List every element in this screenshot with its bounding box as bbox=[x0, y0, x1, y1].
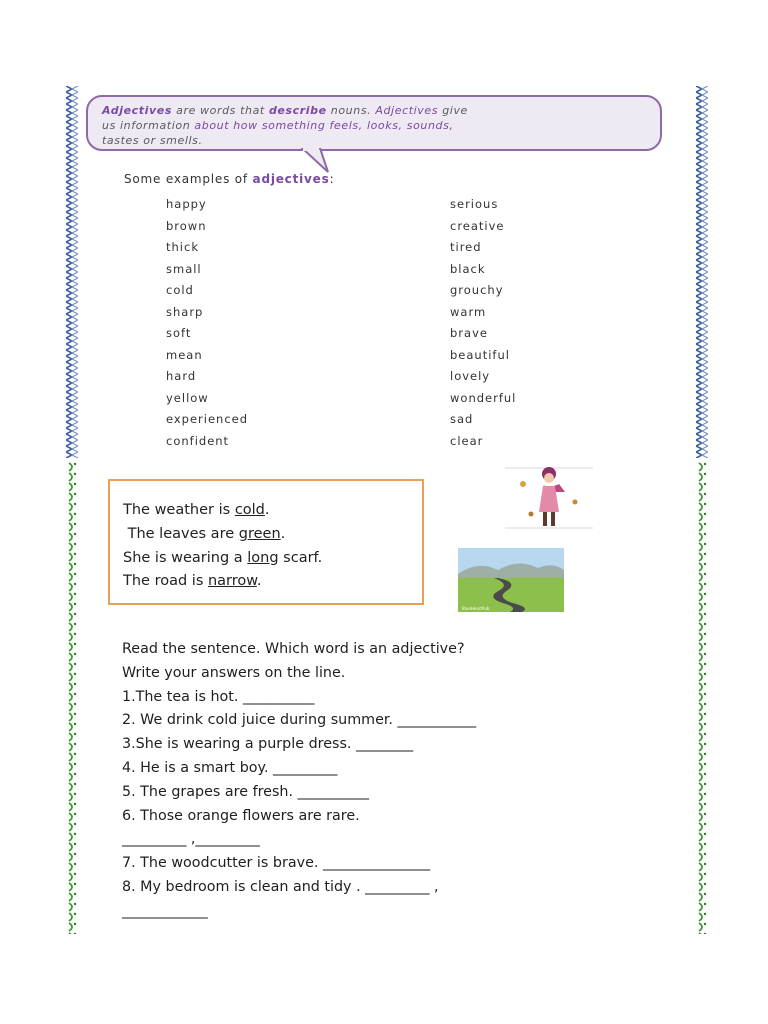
adjective-word: yellow bbox=[166, 390, 209, 405]
exercise-question: 4. He is a smart boy. _________ bbox=[122, 759, 338, 776]
svg-text:BlueHeartPub: BlueHeartPub bbox=[462, 606, 490, 611]
callout-tail bbox=[300, 148, 334, 174]
keyword-adjectives-2: Adjectives bbox=[375, 104, 439, 117]
adjective-word: warm bbox=[450, 304, 487, 319]
adjective-word: thick bbox=[166, 240, 199, 254]
underlined-adjective: long bbox=[247, 549, 279, 566]
keyword-adjectives: Adjectives bbox=[102, 104, 173, 117]
adjectives-right-column bbox=[450, 194, 516, 452]
green-vine-border-left bbox=[66, 462, 78, 934]
adjective-word: small bbox=[166, 261, 202, 276]
exercise-question: 5. The grapes are fresh. __________ bbox=[122, 783, 370, 800]
adjective-word: mean bbox=[166, 347, 203, 362]
adjective-word: soft bbox=[166, 326, 192, 340]
examples-heading: Some examples of adjectives: bbox=[124, 172, 335, 186]
adjective-word: clear bbox=[450, 433, 484, 448]
adjective-word: hard bbox=[166, 369, 197, 383]
underlined-adjective: green bbox=[238, 525, 281, 542]
adjective-word: brown bbox=[166, 218, 207, 233]
exercise-question: 3.She is wearing a purple dress. ________ bbox=[122, 736, 414, 753]
answer-blank-line: _________ ,_________ bbox=[122, 831, 260, 848]
exercise-question: 7. The woodcutter is brave. _______________ bbox=[122, 855, 431, 872]
exercise-question: 2. We drink cold juice during summer. ___________ bbox=[122, 712, 477, 729]
girl-in-scarf-picture bbox=[505, 462, 593, 532]
exercise-question: 6. Those orange flowers are rare. bbox=[122, 807, 360, 824]
adjective-word: sad bbox=[450, 412, 474, 426]
adjective-word: creative bbox=[450, 218, 505, 233]
callout-line-3: tastes or smells. bbox=[102, 134, 203, 147]
underlined-adjective: cold bbox=[234, 502, 265, 518]
exercise-instruction: Read the sentence. Which word is an adjective? bbox=[122, 641, 465, 657]
example-sentence: The road is narrow. bbox=[123, 573, 262, 590]
adjective-word: happy bbox=[166, 197, 207, 211]
exercise-question: 8. My bedroom is clean and tidy . _________ , bbox=[122, 878, 439, 895]
adjective-word: brave bbox=[450, 326, 488, 340]
exercise-question: 1.The tea is hot. __________ bbox=[122, 688, 315, 705]
adjective-word: confident bbox=[166, 433, 230, 448]
adjective-word: black bbox=[450, 261, 486, 276]
callout-line-1: Adjectives are words that describe nouns. Adjectives give bbox=[102, 104, 468, 117]
adjective-word: experienced bbox=[166, 412, 249, 426]
adjective-word: serious bbox=[450, 197, 499, 211]
adjective-word: grouchy bbox=[450, 283, 504, 297]
underlined-adjective: narrow bbox=[207, 573, 257, 590]
winding-road-picture bbox=[458, 548, 564, 612]
adjective-word: lovely bbox=[450, 369, 491, 383]
heading-keyword: adjectives bbox=[252, 172, 330, 186]
blue-zigzag-border-right bbox=[696, 86, 708, 458]
adjective-word: wonderful bbox=[450, 390, 517, 405]
adjectives-left-column bbox=[166, 194, 248, 452]
example-sentences-box bbox=[108, 479, 424, 605]
definition-callout bbox=[86, 95, 662, 151]
exercise-instruction: Write your answers on the line. bbox=[122, 664, 346, 681]
adjective-word: sharp bbox=[166, 304, 204, 319]
adjective-word: tired bbox=[450, 240, 482, 254]
green-vine-border-right bbox=[696, 462, 708, 934]
adjective-word: cold bbox=[166, 283, 194, 297]
example-sentence: The leaves are green. bbox=[123, 525, 286, 542]
exercise-section bbox=[122, 638, 476, 924]
adjective-word: beautiful bbox=[450, 347, 510, 362]
keyword-describe: describe bbox=[268, 104, 327, 117]
example-sentence: The weather is cold. bbox=[123, 502, 270, 518]
about-phrase: about how something feels, looks, sounds, bbox=[194, 119, 454, 132]
example-sentence: She is wearing a long scarf. bbox=[123, 549, 323, 566]
answer-blank-line: ____________ bbox=[122, 902, 208, 919]
blue-zigzag-border-left bbox=[66, 86, 78, 458]
callout-line-2: us information about how something feels, looks, sounds, bbox=[102, 119, 454, 132]
